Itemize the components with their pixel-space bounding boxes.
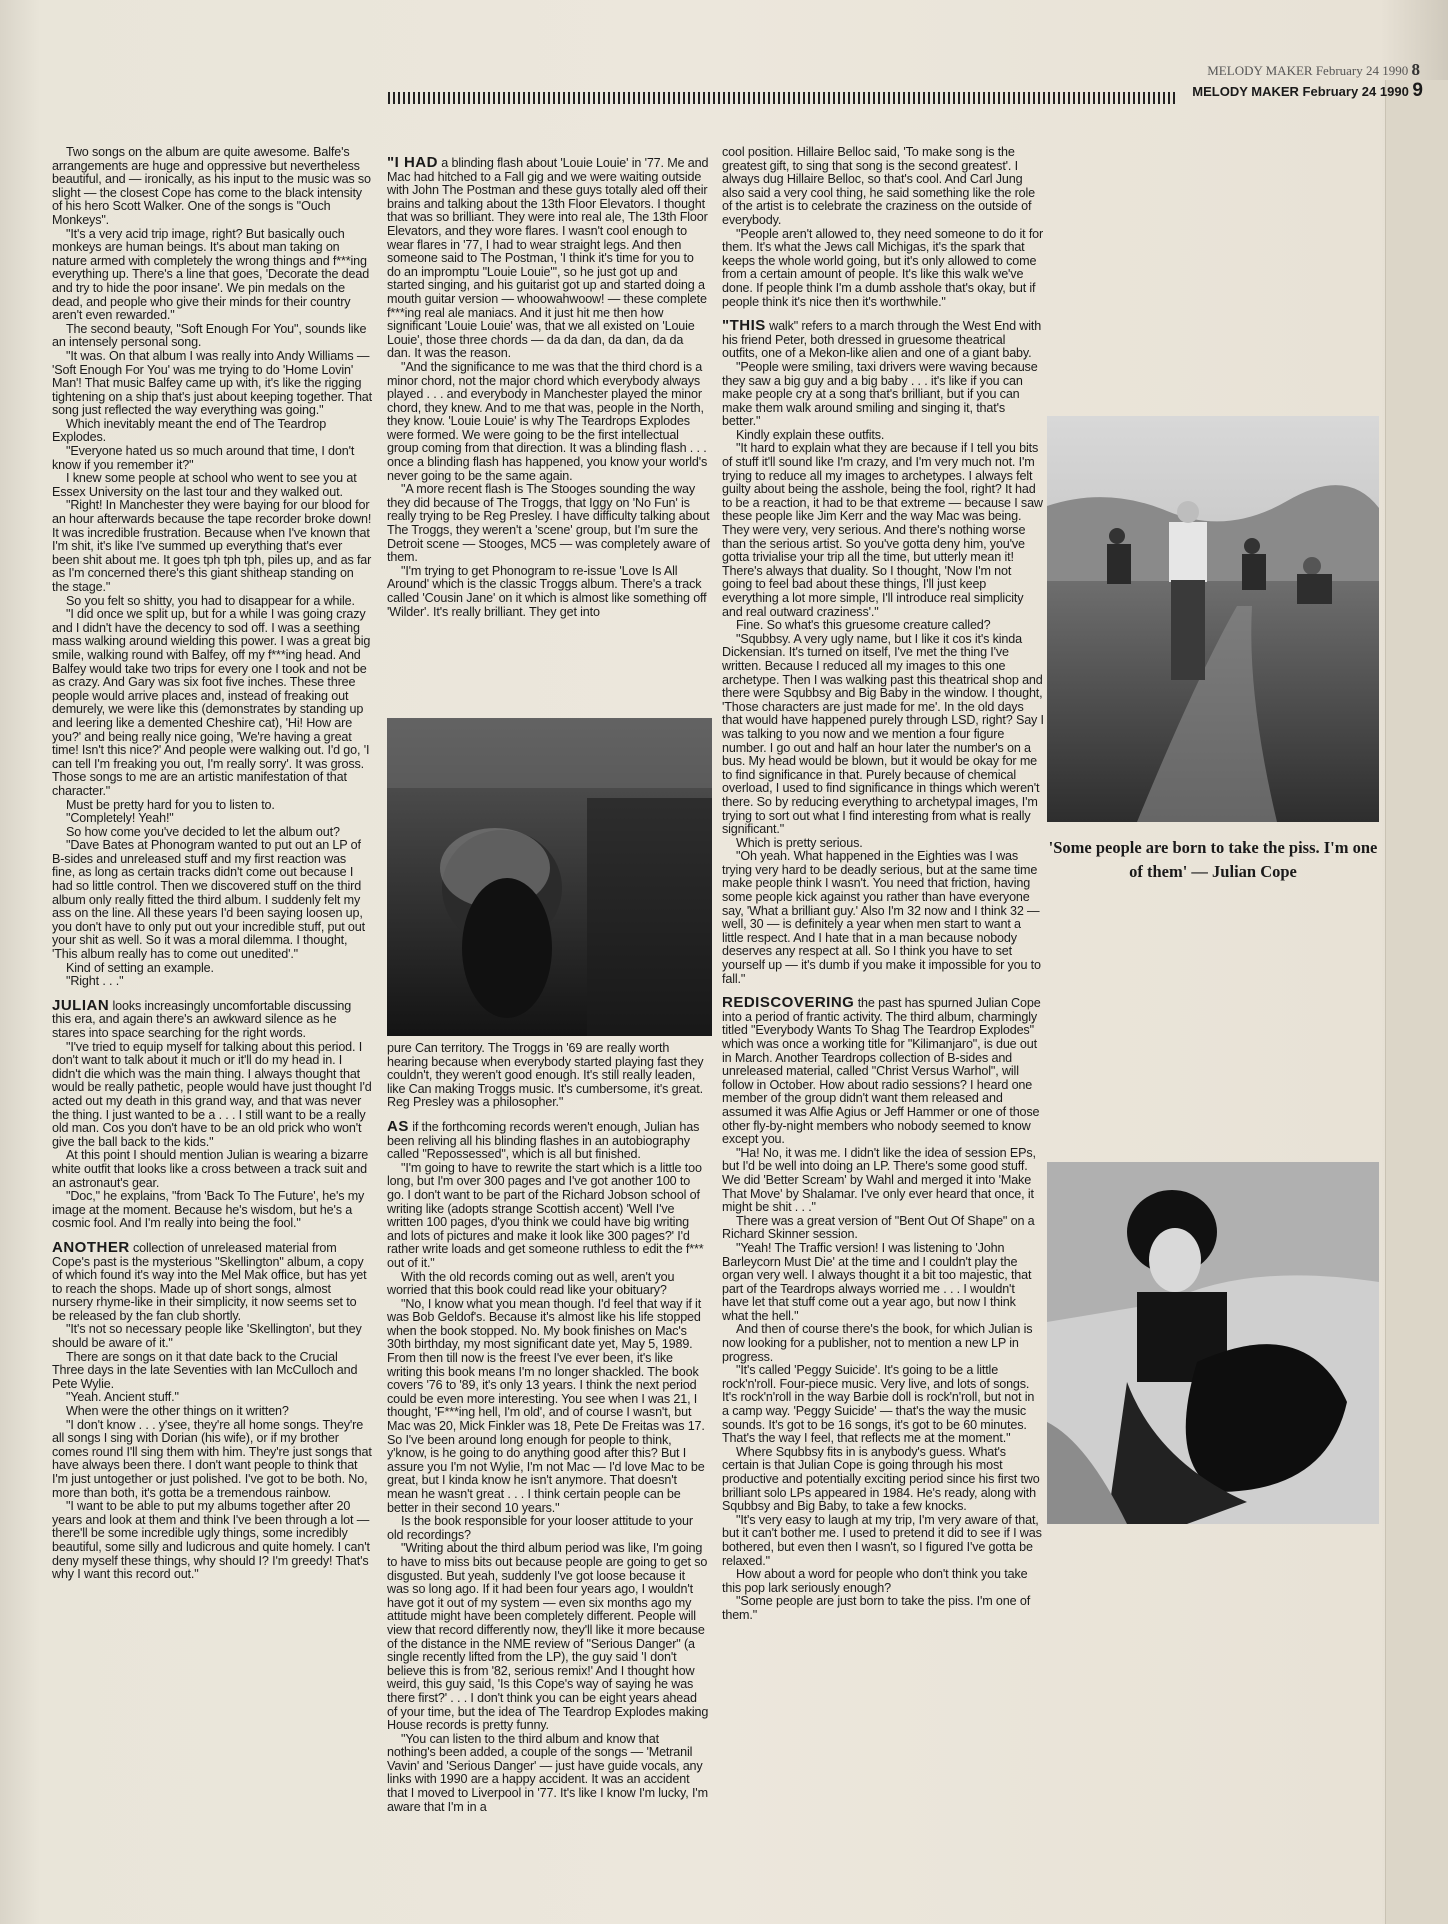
- page-number-left: 8: [1411, 60, 1420, 79]
- page-number-right: 9: [1412, 80, 1423, 101]
- col2b-paragraph: pure Can territory. The Troggs in '69 are really worth hearing because when everybody started playing fast they couldn't, they weren't good enough. It's still really leaden, like Can making Troggs music. It's cumbersome, it's great. Reg Presley was a philosopher.": [387, 1041, 704, 1110]
- col2c-paragraph: "No, I know what you mean though. I'd feel that way if it was Bob Geldof's. Because it's almost like his life stopped when the book stopped. No. My book finishes on Mac's 30th birthday, my most significant date yet, May 5, 1989. From then till now is the freest I've ever been, it's like writing this book means I'm no longer shackled. The book covers '76 to '89, it's only 13 years. I think the next period could be even more interesting. You see when I was 21, I thought, 'F***ing hell, I'm old', and of course I wasn't, but Mac was 20, Mick Finkler was 18, Pete De Freitas was 17. So I've been around long enough for people to think, y'know, is he going to do anything good after this? But I assure you I'm not Wylie, I'm not Mac — I'd love Mac to be great, but I kinda know he isn't anymore. That doesn't mean he wasn't great . . . I think certain people can be better in their second 10 years.": [387, 1296, 705, 1515]
- col1b-paragraph: JULIAN looks increasingly uncomfortable discussing this era, and again there's an awkward silence as he stares into space searching for the right words.: [52, 996, 352, 1040]
- col2-top-block: [387, 146, 710, 714]
- col3c-paragraph: "Some people are just born to take the piss. I'm one of them.": [722, 1594, 1031, 1622]
- col1-paragraph: Two songs on the album are quite awesome. Balfe's arrangements are huge and oppressive but nevertheless beautiful, and — ironically, as his input to the music was so slight — the closest Cope has come to the black intensity of his hero Scott Walker. One of the songs is "Ouch Monkeys".: [52, 145, 371, 227]
- col1-paragraph: So you felt so shitty, you had to disappear for a while.: [66, 593, 355, 608]
- col3c-paragraph: "Yeah! The Traffic version! I was listening to 'John Barleycorn Must Die' at the time and I couldn't play the organ very well. I always thought it a bit too majestic, that part of the Teardrops always worried me . . . I wouldn't have let that stuff come out a year ago, but now I think what the hell.": [722, 1240, 1032, 1323]
- section-lead-word: "I HAD: [387, 154, 438, 171]
- col1b-paragraph: "Doc," he explains, "from 'Back To The Future', he's my image at the moment. Because he's wisdom, but he's a cosmic fool. And I'm really into being the fool.": [52, 1189, 365, 1231]
- col1c-paragraph: "I want to be able to put my albums together after 20 years and look at them and think I've been through a lot — there'll be some incredible ugly things, some incredibly beautiful, some silly and ludicrous and quite homely. I can't deny myself these things, why should I? I'm greedy! That's why I want this record out.": [52, 1499, 370, 1582]
- running-header-left: MELODY MAKER February 24 1990 8: [1207, 60, 1420, 79]
- col1-paragraph: I knew some people at school who went to see you at Essex University on the last tour and they walked out.: [52, 471, 357, 499]
- photo-caption: 'Some people are born to take the piss. I'm one of them' — Julian Cope: [1048, 838, 1378, 881]
- section-lead-word: "THIS: [722, 317, 766, 335]
- col2-paragraph: "I HAD a blinding flash about 'Louie Louie' in '77. Me and Mac had hitched to a Fall gig and we were waiting outside with John The Postman and these guys totally aled off their brains and talking about the 13th Floor Elevators. I thought that was so brilliant. They were into real ale, The 13th Floor Elevators, and they wore flares. I wasn't cool enough to wear flares in '77, I had to wear straight legs. And then someone said to The Postman, 'I think it's time for you to do an impromptu "Louie Louie"', so he just got up and started singing, and his guitarist got up and started doing a mouth guitar version — whoowahwoow! — these complete f***ing real ale maniacs. And it just hit me then how significant 'Louie Louie' was, that we all existed on 'Louie Louie', those three chords — da da dan, da dan, da da dan. It was the reason.: [387, 154, 709, 361]
- section-lead-word: AS: [387, 1117, 409, 1135]
- col2c-paragraph: Is the book responsible for your looser attitude to your old recordings?: [387, 1514, 693, 1542]
- col1-paragraph: "Completely! Yeah!": [66, 811, 174, 826]
- photo-julian-closeup: [387, 718, 712, 1036]
- col2-paragraph: "And the significance to me was that the third chord is a minor chord, not the major chord which everybody always played . . . and everybody in Manchester played the minor chord, they knew. And to me that was, people in the North, they know. 'Louie Louie' is why The Teardrops Explodes were formed. We were going to be the first intellectual group coming from that direction. It was a blinding flash . . . once a blinding flash has happened, you know your world's never going to be the same again.: [387, 359, 708, 483]
- col3c-paragraph: REDISCOVERING the past has spurned Julian Cope into a period of frantic activity. The third album, charmingly titled "Everybody Wants To Shag The Teardrop Explodes" which was once a working title for "Kilimanjaro", is due out in March. Another Teardrops collection of B-sides and unreleased material, called "Christ Versus Warhol", will follow in October. How about radio sessions? I heard one member of the group didn't want them released and assumed it was Alfie Agius or Jeff Hammer or one of those other fly-by-night members who nobody seemed to know except you.: [722, 994, 1041, 1147]
- col1b-paragraph: At this point I should mention Julian is wearing a bizarre white outfit that looks like a cross between a track suit and an astronaut's gear.: [52, 1148, 369, 1190]
- col1c-paragraph: ANOTHER collection of unreleased material from Cope's past is the mysterious "Skellington" album, a copy of which found it's way into the Mel Mak office, but has yet to reach the shops. Made up of short songs, almost nursery rhyme-like in their simplicity, it now seems set to be released by the fan club shortly.: [52, 1238, 367, 1323]
- col2-paragraph: "A more recent flash is The Stooges sounding the way they did because of The Troggs, that Iggy on 'No Fun' is really trying to be Reg Presley. I have difficulty talking about The Troggs, they weren't a 'scene' group, but I'm sure the Detroit scene — Stooges, MC5 — was completely aware of them.: [387, 482, 710, 565]
- photo-julian-closeup-image: [387, 718, 712, 1036]
- col3c-paragraph: Where Squbbsy fits in is anybody's guess. What's certain is that Julian Cope is going through his most productive and potentially exciting period since his first two brilliant solo LPs appeared in 1984. He's ready, along with Squbbsy and Big Baby, to take a few knocks.: [722, 1444, 1040, 1514]
- section-lead-word: ANOTHER: [52, 1238, 130, 1256]
- photo-band-in-field: [1047, 416, 1379, 822]
- col3b-paragraph: Fine. So what's this gruesome creature called?: [736, 618, 991, 633]
- col3c-paragraph: "Ha! No, it was me. I didn't like the idea of session EPs, but I'd be well into doing an LP. There's some good stuff. We did 'Better Scream' by Wahl and merged it into 'Make That Move' by Shalamar. I've only ever heard that once, it might be shit . . .": [722, 1145, 1036, 1215]
- col3c-paragraph: "It's called 'Peggy Suicide'. It's going to be a little rock'n'roll. Four-piece music. Very live, and lots of songs. It's rock'n'roll in the way Barbie doll is rock'n'roll, but not in a camp way. 'Peggy Suicide' — that's the way the music sounds. It's got to be 16 songs, it's got to be 60 minutes. That's the way I feel, that reflects me at the moment.": [722, 1363, 1035, 1446]
- col1-paragraph: Which inevitably meant the end of The Teardrop Explodes.: [52, 416, 327, 445]
- col1-paragraph: "I did once we split up, but for a while I was going crazy and I didn't have the decency to sod off. I was a seething mass walking around wielding this power. I was a great big smile, walking round with Balfey, off my f***ing head. And Balfey would take two trips for every one I took and not be as crazy. And Gary was six foot five inches. These three people would arrive places and, instead of freaking out demurely, we were like this (demonstrates by standing up and leering like a demented Cheshire cat), 'Hi! How are you?' and being really nice going, 'We're having a great time! Isn't this nice?' And people were walking out. I'd go, 'I can tell I'm freaking you out, I'm really sorry'. It was gross. Those songs to me are an artistic manifestation of that character.": [52, 607, 371, 798]
- col1b-paragraph: "I've tried to equip myself for talking about this period. I don't want to talk about it much or it'll do my head in. I didn't die which was the main thing. I always thought that would be really pathetic, people would have just thought I'd acted out my death in this grand way, and that was never the thing. I just wanted to be a . . . I still want to be a really old man. Cos you don't have to be an old prick who won't give the ball back to the kids.": [52, 1039, 372, 1149]
- col3c-paragraph: And then of course there's the book, for which Julian is now looking for a publisher, not to mention a new LP in progress.: [722, 1322, 1033, 1364]
- col1c-paragraph: There are songs on it that date back to the Crucial Three days in the late Seventies with Ian McCulloch and Pete Wylie.: [52, 1349, 358, 1391]
- col1-paragraph: "Everyone hated us so much around that time, I don't know if you remember it?": [52, 444, 355, 472]
- col1-paragraph: "Dave Bates at Phonogram wanted to put out an LP of B-sides and unreleased stuff and my first reaction was fine, as long as certain tracks didn't come out because I had so little control. Then we discovered stuff on the third album only really fitted the third album. I suddenly felt my ass on the line. All these years I'd been saying loosen up, you don't have to only put out your incredible stuff, put out your shit as well. So it was a moral dilemma. I thought, 'This album really has to come out unedited'.": [52, 838, 365, 962]
- col2c-paragraph: "I'm going to have to rewrite the start which is a little too long, but I'm over 300 pages and I've got another 100 to go. I don't want to be part of the Richard Jobson school of writing like (adopts strange Scottish accent) 'Well I've written 100 pages, d'you think we could have big writing and lots of pictures and make it look like 300 pages?' I'd rather write loads and get someone ruthless to edit the f*** out of it.": [387, 1160, 704, 1270]
- photo-julian-sitting-image: [1047, 1162, 1379, 1524]
- col3b-paragraph: "It hard to explain what they are because if I tell you bits of stuff it'll sound like I'm crazy, and I'm very much not. I'm trying to reduce all my images to archetypes. I always felt guilty about being the asshole, being the fool, right? It had to be a reaction, it had to be that extreme — because I saw these people like Jim Kerr and the way Mac was being. They were very, very serious. And there's nothing worse than the serious artist. So you've gotta deny him, you've gotta trivialise your trip all the time, but utterly mean it! There's always that duality. So I thought, 'Now I'm not going to feel bad about these things, I'll just keep everything a lot more simple, I'll introduce real simplicity and real outward craziness'.": [722, 441, 1043, 619]
- col3b-paragraph: Which is pretty serious.: [736, 835, 863, 850]
- col1-paragraph: So how come you've decided to let the album out?: [66, 824, 340, 839]
- col3c-paragraph: There was a great version of "Bent Out Of Shape" on a Richard Skinner session.: [722, 1213, 1035, 1242]
- col3-paragraph: "People aren't allowed to, they need someone to do it for them. It's what the Jews call Michigas, it's the spark that keeps the whole world going, but it's only allowed to come from a certain amount of people. It's like this walk we've done. If people think I'm a dumb asshole that's okay, but if people think it's nice then it's worthwhile.": [722, 226, 1044, 309]
- col3b-paragraph: "Oh yeah. What happened in the Eighties was I was trying very hard to be deadly serious, but at the same time make people think I wasn't. You need that friction, having some people kick against you rather than have everyone say, 'What a brilliant guy.' Also I'm 32 now and I think 32 — well, 30 — is definitely a year when men start to want a little respect. And I hate that in a man because nobody deserves any respect at all. So I think you have to set yourself up — it's dumb if you make it impossible for you to fall.": [722, 849, 1041, 986]
- col1-paragraph: "It's a very acid trip image, right? But basically ouch monkeys are human beings. It's about man taking on nature armed with completely the wrong things and f***ing everything up. There's a line that goes, 'Decorate the dead and try to hide the poor insane'. We pin medals on the dead, and people who give their minds for their country aren't even rewarded.": [52, 226, 370, 323]
- col1-paragraph: "Right . . .": [66, 974, 124, 989]
- col1c-paragraph: "It's not so necessary people like 'Skellington', but they should be aware of it.": [52, 1322, 362, 1351]
- col1-paragraph: Must be pretty hard for you to listen to.: [66, 797, 275, 812]
- next-page-edge: [1385, 80, 1448, 1924]
- header-rule: [388, 92, 1178, 104]
- col3-paragraph: cool position. Hillaire Belloc said, 'To make song is the greatest gift, to sing that song is the second greatest'. I always dug Hillaire Belloc, so that's cool. And Carl Jung also said a very cool thing, he said something like the role of the artist is to celebrate the craziness on the outside of everybody.: [722, 145, 1036, 227]
- col2c-paragraph: With the old records coming out as well, aren't you worried that this book could read like your obituary?: [387, 1269, 675, 1298]
- section-lead-word: REDISCOVERING: [722, 994, 855, 1012]
- col1-paragraph: "Right! In Manchester they were baying for our blood for an hour afterwards because the tape recorder broke down! It was incredible frustration. Because when I've known that I'm shit, it's like I've summed up everything that's ever been shit about me. It goes tph tph tph, piles up, and as far as I'm concerned there's this giant shitheap standing on the stage.": [52, 498, 372, 594]
- photo-band-in-field-image: [1047, 416, 1379, 822]
- col2c-paragraph: "You can listen to the third album and know that nothing's been added, a couple of the songs — 'Metranil Vavin' and 'Serious Danger' — just have guide vocals, any links with 1990 are a happy accident. It was an accident that I moved to Liverpool in '77. It's like I know I'm lucky, I'm aware that I'm in a: [387, 1731, 708, 1814]
- col3c-paragraph: "It's very easy to laugh at my trip, I'm very aware of that, but it can't bother me. I used to pretend it did to see if I was bothered, but even then I wasn't, so I figured I've gotta be relaxed.": [722, 1512, 1042, 1568]
- article-column-1: [52, 146, 372, 1582]
- col1c-paragraph: When were the other things on it written?: [66, 1404, 289, 1419]
- col2c-paragraph: AS if the forthcoming records weren't enough, Julian has been reliving all his blinding flashes in an autobiography called "Repossessed", which is all but finished.: [387, 1117, 700, 1162]
- running-header-right: MELODY MAKER February 24 1990 9: [1192, 80, 1423, 101]
- article-column-3: [722, 146, 1044, 1623]
- col3b-paragraph: "People were smiling, taxi drivers were waving because they saw a big guy and a big baby . . . it's like if you can make people cry at a song that's brilliant, but if you can make them walk around smiling and singing it, that's better.": [722, 359, 1038, 429]
- photo-julian-sitting: [1047, 1162, 1379, 1524]
- col3b-paragraph: "THIS walk" refers to a march through the West End with his friend Peter, both dressed in gruesome theatrical outfits, one of a Mekon-like alien and one of a giant baby.: [722, 317, 1042, 361]
- col3b-paragraph: "Squbbsy. A very ugly name, but I like it cos it's kinda Dickensian. It's turned on itself, I've met the thing I've written. Because I reduced all my images to this one archetype. Then I was walking past this theatrical shop and there were Squbbsy and Big Baby in the window. I thought, 'Those characters are just made for me'. In the old days that would have happened purely through LSD, right? Say I was talking to you now and we mention a four figure number. I go out and half an hour later the number's on a bus. My head would be blown, but it would be okay for me to find significance in that. Purely because of chemical overload, I used to find significance in things which weren't there. So by reducing everything to archetypal images, I'm trying to sort out what I find interesting from what is really significant.": [722, 631, 1044, 837]
- col1-paragraph: The second beauty, "Soft Enough For You", sounds like an intensely personal song.: [52, 321, 367, 350]
- col1c-paragraph: "I don't know . . . y'see, they're all home songs. They're all songs I sing with Dorian (his wife), or if my brother comes round I'll sing them with him. They're just songs that have always been there. I don't want people to think that I'm just untogether or just polished. I've got to be both. No, more than both, it's gotta be a tremendous rainbow.: [52, 1417, 372, 1500]
- col2-paragraph: "I'm trying to get Phonogram to re-issue 'Love Is All Around' which is the classic Troggs album. There's a track called 'Cousin Jane' on it which is almost like something off 'Wilder'. It's really brilliant. They get into: [387, 563, 707, 619]
- col1-paragraph: "It was. On that album I was really into Andy Williams — 'Soft Enough For You' was me trying to do 'Home Lovin' Man'! That music Balfey came up with, it's like the rigging tightening on a ship that's just about keeping together. That song just reflected the way everything was going.": [52, 348, 372, 418]
- col2c-paragraph: "Writing about the third album period was like, I'm going to have to miss bits out because people are going to get so disgusted. But yeah, suddenly I've got loose because it was so long ago. If it had been four years ago, I wouldn't have got it out of my system — even six months ago my attitude might have been completely different. People will view that record differently now, they'll like it more because of the distance in the NME review of "Serious Danger" (a single recently lifted from the LP), the guy said 'I don't believe this is from '82, serious remix!' And I thought how weird, this guy said, 'Is this Cope's way of saying he was there first?' . . . I don't think you can be eight years ahead of your time, but the idea of The Teardrop Explodes making House records is pretty funny.: [387, 1541, 709, 1733]
- section-lead-word: JULIAN: [52, 996, 110, 1014]
- col1-paragraph: Kind of setting an example.: [66, 960, 214, 975]
- col1c-paragraph: "Yeah. Ancient stuff.": [66, 1390, 179, 1405]
- col3c-paragraph: How about a word for people who don't think you take this pop lark seriously enough?: [722, 1567, 1028, 1595]
- col3b-paragraph: Kindly explain these outfits.: [736, 427, 885, 442]
